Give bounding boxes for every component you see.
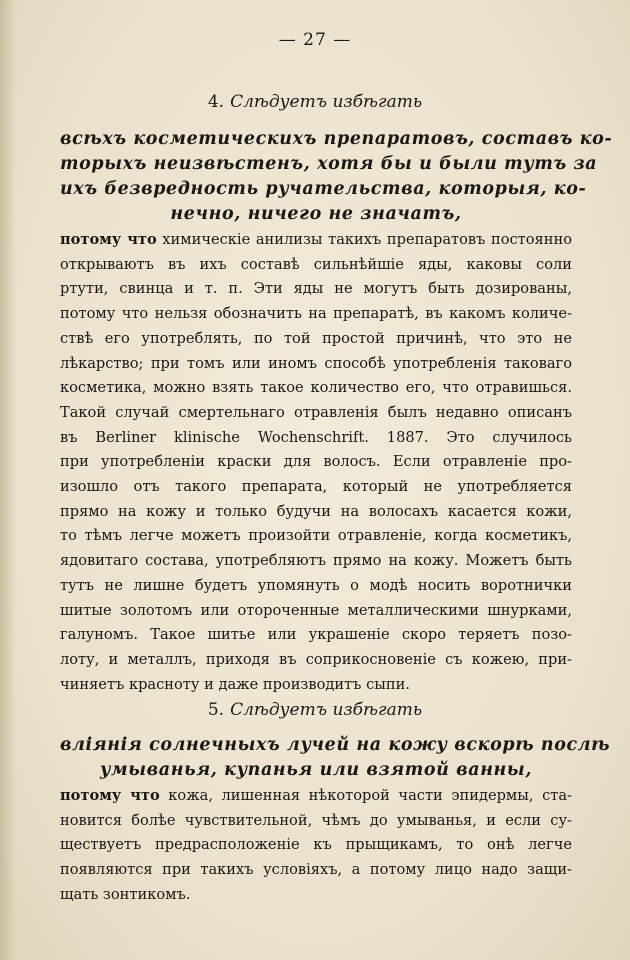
section-5-heading (0, 700, 630, 720)
section-5-body-line (60, 784, 572, 809)
section-4-body-line: лоту, и металлъ, приходя въ соприкосновеніе съ кожею, при- (60, 650, 572, 668)
section-5-body-line: щать зонтикомъ. (60, 885, 191, 903)
section-4-body-line: галуномъ. Такое шитье или украшеніе скоро теряетъ позо- (60, 626, 572, 644)
section-5-lead (60, 733, 611, 783)
section-4-lead-line: торыхъ неизвѣстенъ, хотя бы и были тутъ за (60, 154, 598, 174)
section-5-body-line: новится болѣе чувствительной, чѣмъ до умыванья, и если су- (60, 811, 572, 829)
section-5-lead-line: умыванья, купанья или взятой ванны, (99, 760, 533, 780)
section-4-number: 4. (207, 92, 225, 112)
page-gutter-shadow (0, 0, 16, 960)
section-4-body-line: при употребленіи краски для волосъ. Если отравленіе про- (60, 453, 572, 471)
section-5-body-line-text: кожа, лишенная нѣкоторой части эпидермы, ста- (159, 787, 572, 804)
section-5-body-line: появляются при такихъ условіяхъ, а потому лицо надо защи- (60, 861, 572, 879)
section-4-body-line: ртути, свинца и т. п. Эти яды не могутъ быть дозированы, (60, 280, 572, 298)
section-4-body-line: лѣкарство; при томъ или иномъ способѣ употребленія таковаго (60, 354, 572, 372)
section-5-body (60, 784, 572, 908)
section-4-body-line: ствѣ его употреблять, по той простой причинѣ, что это не (60, 329, 572, 347)
section-4-body-lead-words: потому что (60, 231, 157, 248)
section-4-body-line: изошло отъ такого препарата, который не употребляется (60, 478, 572, 496)
section-4-heading-text: Слѣдуетъ избѣгать (230, 92, 423, 112)
section-4-body-line (60, 228, 572, 253)
section-4-lead-line: всѣхъ косметическихъ препаратовъ, составъ ко- (60, 129, 613, 149)
section-4-body-line: то тѣмъ легче можетъ произойти отравленіе, когда косметикъ, (60, 527, 572, 545)
section-4-body-line: шитые золотомъ или отороченные металлическими шнурками, (60, 601, 572, 619)
section-5-heading-text: Слѣдуетъ избѣгать (230, 700, 423, 720)
section-4-body-line: прямо на кожу и только будучи на волосахъ касается кожи, (60, 502, 572, 520)
section-4-body-line: тутъ не лишне будетъ упомянуть о модѣ носить воротнички (60, 576, 572, 594)
section-4-lead (60, 127, 613, 227)
section-4-body-line: ядовитаго состава, употребляютъ прямо на кожу. Можетъ быть (60, 552, 572, 570)
section-4-body-line: косметика, можно взять такое количество его, что отравишься. (60, 379, 572, 397)
section-4-body-line: чиняетъ красноту и даже производитъ сыпи. (60, 675, 410, 693)
section-4-lead-line: ихъ безвредность ручательства, которыя, ко- (60, 179, 587, 199)
section-4-body-line: Такой случай смертельнаго отравленія былъ недавно описанъ (60, 403, 572, 421)
section-5-number: 5. (207, 700, 225, 720)
section-4-body-line: въ Berliner klinische Wochenschrift. 1887. Это случилось (60, 428, 572, 446)
section-4-body (60, 228, 572, 697)
section-5-body-lead-words: потому что (60, 787, 160, 804)
section-4-body-line: потому что нельзя обозначить на препаратѣ, въ какомъ количе- (60, 305, 572, 323)
section-5-lead-line: вліянія солнечныхъ лучей на кожу вскорѣ послѣ (60, 735, 611, 755)
page-number: — 27 — (278, 30, 352, 50)
section-4-body-line: открываютъ въ ихъ составѣ сильнѣйшіе яды, каковы соли (60, 255, 572, 273)
section-4-body-line-text: химическіе анилизы такихъ препаратовъ постоянно (156, 231, 572, 248)
section-4-lead-line: нечно, ничего не значатъ, (170, 204, 462, 224)
section-5-body-line: ществуетъ предрасположеніе къ прыщикамъ, то онѣ легче (60, 836, 572, 854)
section-4-heading (0, 92, 630, 112)
